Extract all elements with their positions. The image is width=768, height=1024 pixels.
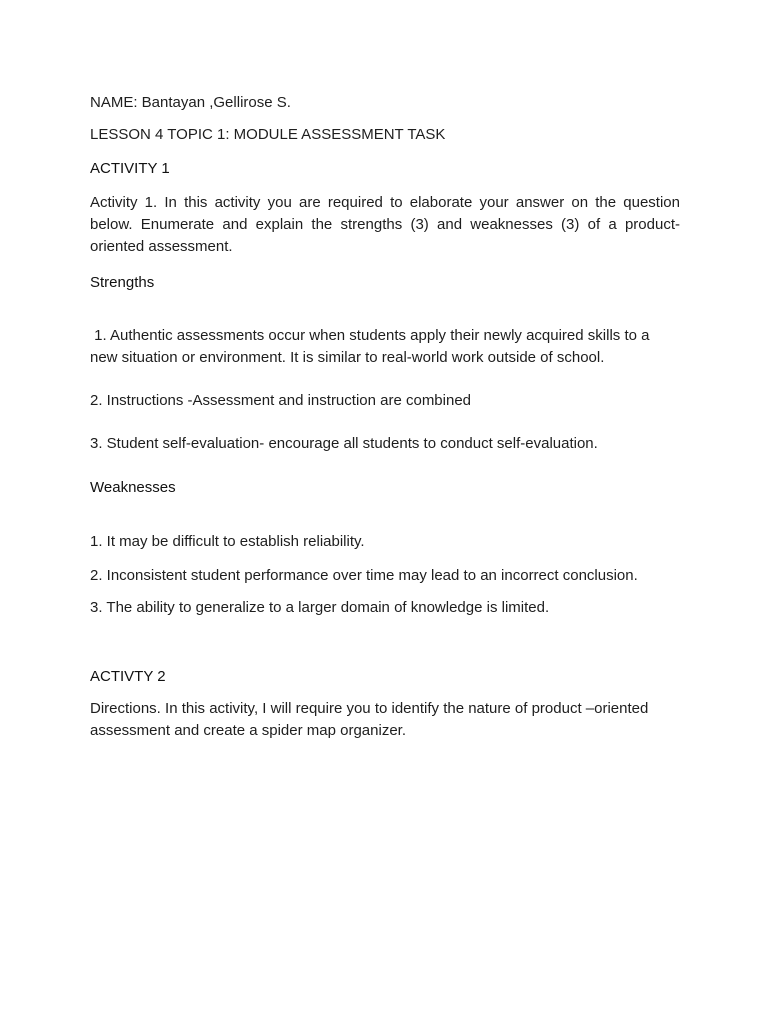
lesson-title: LESSON 4 TOPIC 1: MODULE ASSESSMENT TASK <box>90 126 446 143</box>
weakness-item-2: 2. Inconsistent student performance over time may lead to an incorrect conclusion. <box>90 567 638 584</box>
activity1-heading: ACTIVITY 1 <box>90 160 170 177</box>
student-name: NAME: Bantayan ,Gellirose S. <box>90 94 291 111</box>
activity1-instructions: Activity 1. In this activity you are required to elaborate your answer on the question below. Enumerate and explain the strengths (3) and weaknesses (3) of a product-oriented assessment. <box>90 194 680 255</box>
strength-item-3: 3. Student self-evaluation- encourage all students to conduct self-evaluation. <box>90 435 598 452</box>
strengths-heading: Strengths <box>90 274 155 291</box>
weaknesses-heading: Weaknesses <box>90 479 176 496</box>
strength-item-2: 2. Instructions -Assessment and instruction are combined <box>90 392 472 409</box>
weakness-item-3: 3. The ability to generalize to a larger domain of knowledge is limited. <box>90 599 550 616</box>
strength-item-1: 1. Authentic assessments occur when students apply their newly acquired skills to a new situation or environment. It is similar to real-world work outside of school. <box>90 327 654 366</box>
activity2-heading: ACTIVTY 2 <box>90 668 166 685</box>
weakness-item-1: 1. It may be difficult to establish reliability. <box>90 533 365 550</box>
activity2-directions: Directions. In this activity, I will require you to identify the nature of product –oriented assessment and create a spider map organizer. <box>90 700 649 739</box>
